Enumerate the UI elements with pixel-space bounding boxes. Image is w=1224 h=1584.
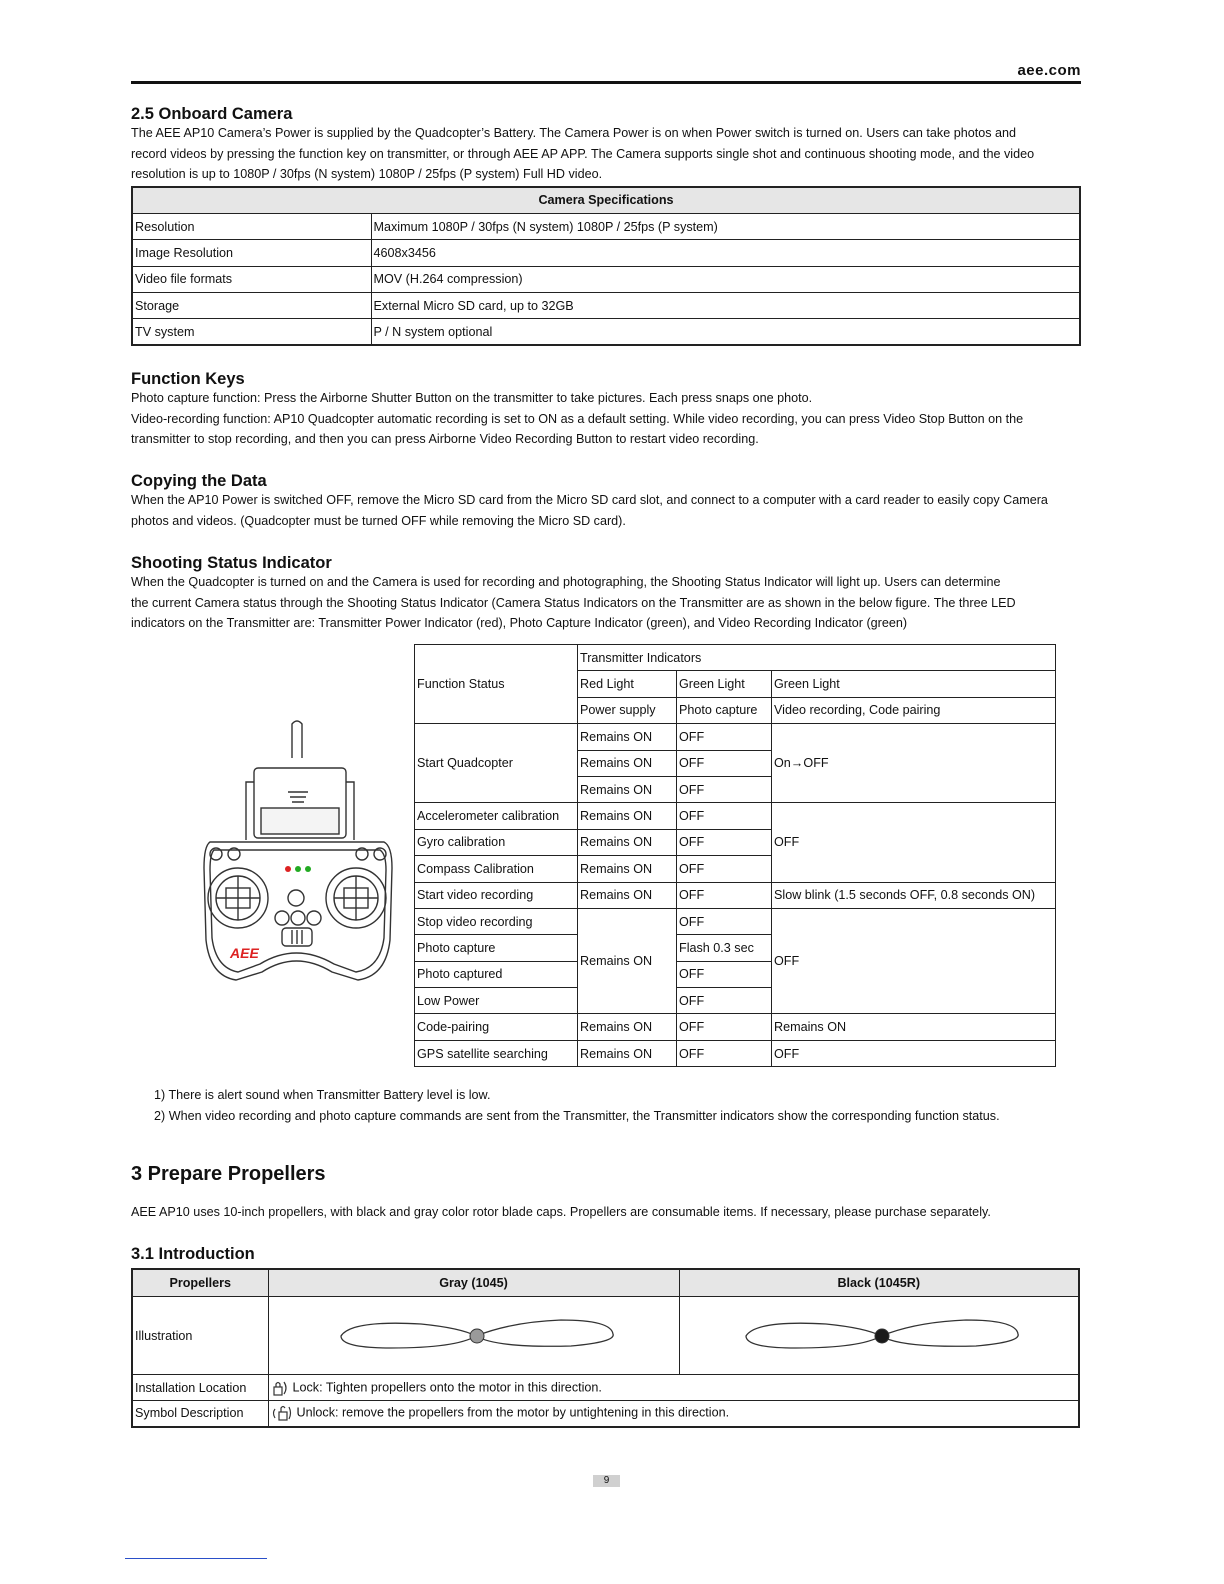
spec-value: Maximum 1080P / 30fps (N system) 1080P / 25fps (P system) <box>371 213 1080 239</box>
table-title: Camera Specifications <box>132 187 1080 213</box>
green-cell: OFF <box>677 961 772 987</box>
text-line: photos and videos. (Quadcopter must be turned OFF while removing the Micro SD card). <box>131 513 626 528</box>
section-title-shooting-status: Shooting Status Indicator <box>131 554 332 572</box>
green-cell: OFF <box>677 1040 772 1066</box>
section-title-copying-data: Copying the Data <box>131 472 267 490</box>
green-cell: OFF <box>677 829 772 855</box>
black-propeller-icon <box>682 1298 1078 1374</box>
video-cell: OFF <box>772 908 1056 1014</box>
table-row <box>415 1040 1056 1066</box>
intro-line: resolution is up to 1080P / 30fps (N system) 1080P / 25fps (P system) Full HD video. <box>131 167 603 181</box>
page-number: 9 <box>593 1475 620 1487</box>
gray-header: Gray (1045) <box>268 1269 679 1297</box>
video-cell: OFF <box>772 1040 1056 1066</box>
power-indicator-red <box>285 866 291 872</box>
table-row <box>132 319 1080 345</box>
video-indicator-green <box>305 866 311 872</box>
propellers-table <box>131 1268 1080 1428</box>
copying-data-text <box>131 490 1081 531</box>
red-cell: Remains ON <box>578 829 677 855</box>
status-label: GPS satellite searching <box>415 1040 578 1066</box>
onboard-camera-intro <box>131 123 1081 185</box>
green-cell: OFF <box>677 724 772 750</box>
red-cell: Remains ON <box>578 1014 677 1040</box>
spec-value: MOV (H.264 compression) <box>371 266 1080 292</box>
intro-line: record videos by pressing the function key on transmitter, or through AEE AP APP. The Camera supports single shot and continuous shooting mode, and the video <box>131 146 1035 161</box>
lock-row <box>268 1375 1079 1401</box>
text-line: When the Quadcopter is turned on and the Camera is used for recording and photographing, the Shooting Status Indicator will light up. Users can determine <box>131 575 1001 589</box>
transmitter-indicator-table <box>414 644 1056 1067</box>
spec-value: 4608x3456 <box>371 240 1080 266</box>
unlock-text: Unlock: remove the propellers from the motor by untightening in this direction. <box>296 1405 730 1420</box>
green-cell: OFF <box>677 776 772 802</box>
spec-label: Image Resolution <box>132 240 371 266</box>
black-propeller-cell <box>679 1297 1079 1375</box>
video-cell: On→OFF <box>772 724 1056 803</box>
spec-label: Resolution <box>132 213 371 239</box>
status-label: Stop video recording <box>415 908 578 934</box>
text-line: Video-recording function: AP10 Quadcopter automatic recording is set to ON as a default setting. While video recording, you can press Video Stop Button on the <box>131 411 1024 426</box>
text-line: Photo capture function: Press the Airborne Shutter Button on the transmitter to take pictures. Each press snaps one photo. <box>131 391 813 405</box>
unlock-icon <box>271 1404 293 1422</box>
red-cell: Remains ON <box>578 803 677 829</box>
photo-capture-header: Photo capture <box>677 697 772 723</box>
green-cell: OFF <box>677 908 772 934</box>
spec-value: External Micro SD card, up to 32GB <box>371 293 1080 319</box>
text-line: When the AP10 Power is switched OFF, remove the Micro SD card from the Micro SD card slot, and connect to a computer with a card reader to easily copy Camera <box>131 493 1048 507</box>
green-cell: OFF <box>677 856 772 882</box>
red-cell: Remains ON <box>578 908 677 1014</box>
table-row <box>415 882 1056 908</box>
table-row <box>132 213 1080 239</box>
section-title-onboard-camera: 2.5 Onboard Camera <box>131 105 293 123</box>
function-status-header: Function Status <box>415 645 578 724</box>
text-line: the current Camera status through the Shooting Status Indicator (Camera Status Indicators on the Transmitter are as shown in the below figure. The three LED <box>131 595 1016 610</box>
photo-indicator-green <box>295 866 301 872</box>
green-light-header: Green Light <box>677 671 772 697</box>
status-label: Photo captured <box>415 961 578 987</box>
propellers-header: Propellers <box>132 1269 268 1297</box>
footnote-rule <box>125 1558 267 1559</box>
text-line: indicators on the Transmitter are: Transmitter Power Indicator (red), Photo Capture Indicator (green), and Video Recording Indicator (green) <box>131 616 908 630</box>
table-row <box>415 1014 1056 1040</box>
green-cell: OFF <box>677 803 772 829</box>
red-cell: Remains ON <box>578 750 677 776</box>
green-cell: OFF <box>677 882 772 908</box>
video-cell: Slow blink (1.5 seconds OFF, 0.8 seconds ON) <box>772 882 1056 908</box>
video-cell: Remains ON <box>772 1014 1056 1040</box>
green-cell: OFF <box>677 750 772 776</box>
section-title-function-keys: Function Keys <box>131 370 245 388</box>
video-recording-header: Video recording, Code pairing <box>772 697 1056 723</box>
installation-location-label: Installation Location <box>132 1375 268 1401</box>
brand-logo: aee.com <box>1017 62 1081 79</box>
status-label: Compass Calibration <box>415 856 578 882</box>
power-supply-header: Power supply <box>578 697 677 723</box>
transmitter-indicators-header: Transmitter Indicators <box>578 645 1056 671</box>
table-row <box>132 266 1080 292</box>
green-cell: OFF <box>677 1014 772 1040</box>
chapter-title-prepare-propellers: 3 Prepare Propellers <box>131 1163 326 1185</box>
notes-list <box>154 1085 1000 1127</box>
green-light-header: Green Light <box>772 671 1056 697</box>
illustration-label: Illustration <box>132 1297 268 1375</box>
lock-text: Lock: Tighten propellers onto the motor in this direction. <box>292 1379 602 1394</box>
transmitter-brand: AEE <box>230 945 259 961</box>
header-rule <box>131 81 1081 84</box>
table-row <box>415 803 1056 829</box>
table-row <box>415 724 1056 750</box>
status-label: Code-pairing <box>415 1014 578 1040</box>
note-item: 1) There is alert sound when Transmitter Battery level is low. <box>154 1088 491 1102</box>
note-item: 2) When video recording and photo capture commands are sent from the Transmitter, the Transmitter indicators show the corresponding function status. <box>154 1109 1000 1123</box>
table-row <box>132 293 1080 319</box>
transmitter-illustration <box>196 718 400 984</box>
green-cell: Flash 0.3 sec <box>677 935 772 961</box>
spec-label: TV system <box>132 319 371 345</box>
spec-label: Storage <box>132 293 371 319</box>
function-keys-text <box>131 388 1081 450</box>
red-cell: Remains ON <box>578 1040 677 1066</box>
lock-icon <box>271 1379 289 1397</box>
intro-line: The AEE AP10 Camera’s Power is supplied by the Quadcopter’s Battery. The Camera Power is on when Power switch is turned on. Users can take photos and <box>131 126 1017 140</box>
red-cell: Remains ON <box>578 856 677 882</box>
camera-specifications-table <box>131 186 1081 346</box>
status-label: Start video recording <box>415 882 578 908</box>
table-row <box>415 908 1056 934</box>
status-label: Low Power <box>415 988 578 1014</box>
gray-propeller-icon <box>271 1298 676 1374</box>
unlock-row <box>268 1401 1079 1427</box>
shooting-status-text <box>131 572 1081 634</box>
spec-label: Video file formats <box>132 266 371 292</box>
propellers-intro: AEE AP10 uses 10-inch propellers, with black and gray color rotor blade caps. Propellers are consumable items. If necessary, please purchase separately. <box>131 1205 991 1219</box>
red-cell: Remains ON <box>578 724 677 750</box>
text-line: transmitter to stop recording, and then you can press Airborne Video Recording Button to restart video recording. <box>131 432 759 446</box>
status-label: Gyro calibration <box>415 829 578 855</box>
symbol-description-label: Symbol Description <box>132 1401 268 1427</box>
red-cell: Remains ON <box>578 776 677 802</box>
table-row <box>132 240 1080 266</box>
status-label: Start Quadcopter <box>415 724 578 803</box>
green-cell: OFF <box>677 988 772 1014</box>
gray-propeller-cell <box>268 1297 679 1375</box>
section-title-introduction: 3.1 Introduction <box>131 1245 255 1263</box>
spec-value: P / N system optional <box>371 319 1080 345</box>
status-label: Accelerometer calibration <box>415 803 578 829</box>
status-label: Photo capture <box>415 935 578 961</box>
video-cell: OFF <box>772 803 1056 882</box>
black-header: Black (1045R) <box>679 1269 1079 1297</box>
red-cell: Remains ON <box>578 882 677 908</box>
red-light-header: Red Light <box>578 671 677 697</box>
